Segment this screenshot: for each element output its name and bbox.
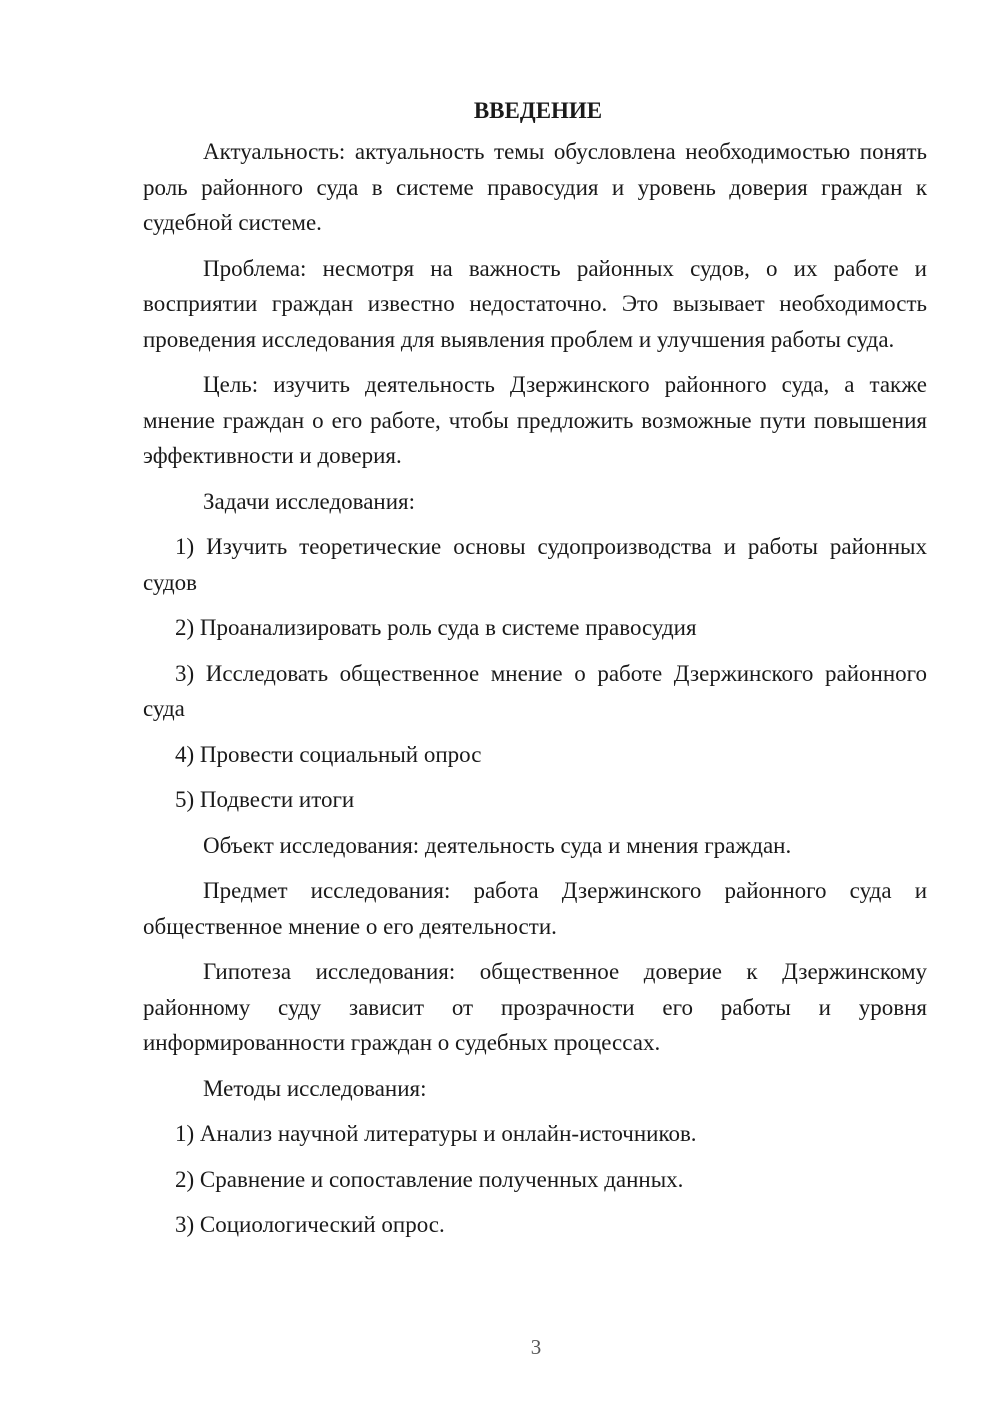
task-item-2: 2) Проанализировать роль суда в системе правосудия <box>175 615 697 640</box>
goal-paragraph: Цель: изучить деятельность Дзержинского районного суда, а также мнение граждан о его работе, чтобы предложить возможные пути повышения эффективности и доверия. <box>143 372 927 468</box>
relevance-paragraph: Актуальность: актуальность темы обусловлена необходимостью понять роль районного суда в системе правосудия и уровень доверия граждан к судебной системе. <box>143 139 927 235</box>
hypothesis-paragraph: Гипотеза исследования: общественное доверие к Дзержинскому районному суду зависит от прозрачности его работы и уровня информированности граждан о судебных процессах. <box>143 959 927 1055</box>
task-item-5: 5) Подвести итоги <box>175 787 355 812</box>
tasks-title: Задачи исследования: <box>203 488 416 514</box>
method-item-2: 2) Сравнение и сопоставление полученных данных. <box>175 1166 684 1192</box>
task-item-1: 1) Изучить теоретические основы судопроизводства и работы районных судов <box>143 534 927 595</box>
object-paragraph: Объект исследования: деятельность суда и мнения граждан. <box>203 832 792 858</box>
subject-paragraph: Предмет исследования: работа Дзержинского районного суда и общественное мнение о его деятельности. <box>143 878 927 939</box>
problem-paragraph: Проблема: несмотря на важность районных судов, о их работе и восприятии граждан известно недостаточно. Это вызывает необходимость проведения исследования для выявления проблем и улучшения работы суда. <box>143 255 927 352</box>
method-item-1: 1) Анализ научной литературы и онлайн-источников. <box>175 1121 697 1146</box>
task-item-3: 3) Исследовать общественное мнение о работе Дзержинского районного суда <box>143 660 927 721</box>
methods-title: Методы исследования: <box>203 1075 427 1101</box>
section-heading: ВВЕДЕНИЕ <box>473 98 603 123</box>
method-item-3: 3) Социологический опрос. <box>175 1212 445 1237</box>
page-content <box>143 96 927 1253</box>
page-number: 3 <box>530 1335 542 1359</box>
task-item-4: 4) Провести социальный опрос <box>175 741 482 767</box>
